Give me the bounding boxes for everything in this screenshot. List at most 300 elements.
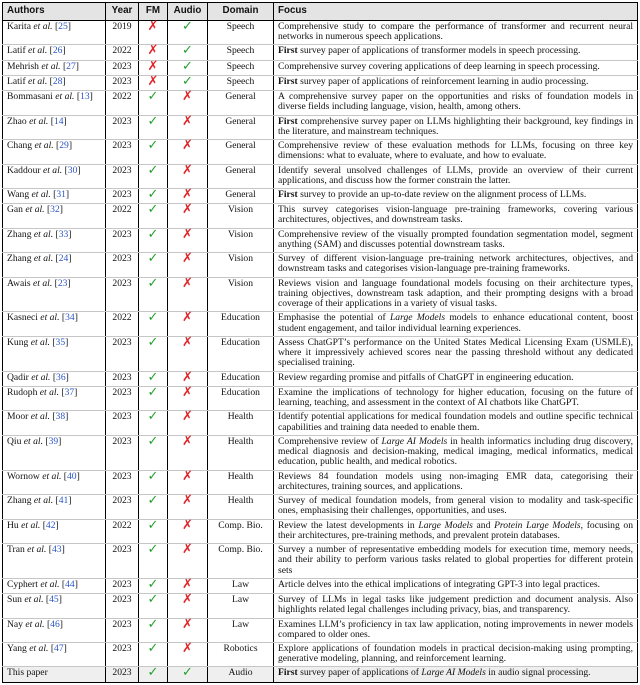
et-al: et al.	[37, 578, 60, 590]
domain-cell: Vision	[208, 253, 274, 277]
domain-cell: Robotics	[208, 643, 274, 667]
reference-link[interactable]: 25	[58, 21, 68, 32]
author-name: Tran	[7, 544, 25, 556]
table-row	[3, 578, 638, 593]
check-audio-icon: ✓	[182, 73, 193, 89]
check-fm-icon: ✓	[147, 251, 159, 267]
reference-link[interactable]: 27	[66, 60, 76, 72]
citation: [29]	[53, 140, 73, 152]
focus-text: comprehensive survey paper on LLMs highlighting their background, key findings in the literature, and mainstream techniques.	[278, 115, 633, 137]
table-row	[3, 164, 638, 188]
citation: [46]	[44, 618, 63, 630]
check-fm-icon: ✓	[147, 186, 159, 202]
et-al: et al.	[37, 312, 60, 324]
domain-cell: Law	[208, 578, 274, 593]
check-audio-icon: ✓	[182, 58, 193, 74]
domain-cell: Law	[208, 594, 274, 618]
authors-cell	[3, 140, 106, 164]
fm-cell	[139, 435, 168, 470]
author-name: Moor	[7, 411, 29, 423]
table-row	[3, 277, 638, 312]
authors-cell	[3, 411, 106, 435]
year-cell: 2023	[106, 253, 139, 277]
domain-cell: Education	[208, 336, 274, 371]
et-al: et al.	[31, 495, 54, 507]
audio-cell	[168, 277, 208, 312]
focus-text: survey paper of applications of transformer models in speech processing.	[297, 45, 581, 57]
year-cell: 2023	[106, 495, 139, 519]
et-al: et al.	[32, 140, 54, 152]
et-al: et al.	[30, 21, 53, 32]
author-name: Kung	[7, 336, 29, 348]
cross-audio-icon: ✗	[182, 433, 193, 449]
fm-cell	[139, 386, 168, 410]
citation: [35]	[49, 336, 69, 348]
citation: [24]	[53, 253, 72, 265]
reference-link[interactable]: 35	[55, 336, 66, 348]
reference-link[interactable]: 13	[80, 91, 90, 103]
focus-text: Comprehensive survey covering applications of deep learning in speech processing.	[278, 60, 600, 72]
year-cell: 2023	[106, 618, 139, 642]
table-row	[3, 544, 638, 579]
focus-emphasis: First	[278, 188, 298, 200]
focus-text: Comprehensive review of the visually prompted foundation segmentation model, segment anything (SAM) and discusses potential downstream tasks.	[278, 228, 633, 250]
citation: [34]	[59, 312, 78, 324]
focus-text: Comprehensive review of these evaluation methods for LLMs, focusing on three key dimensions: what to evaluate, where to evaluate, and how to evaluate.	[278, 140, 633, 162]
cross-audio-icon: ✗	[182, 369, 193, 385]
cross-audio-icon: ✗	[182, 186, 193, 202]
citation: [32]	[44, 204, 63, 216]
table-row	[3, 495, 638, 519]
year-cell: 2023	[106, 188, 139, 203]
reference-link[interactable]: 44	[65, 578, 75, 590]
focus-text: Survey a number of representative embedding models for execution time, memory needs, and their ability to perform various tasks related to global properties for different protein sets	[278, 544, 633, 576]
table-row	[3, 435, 638, 470]
fm-cell	[139, 312, 168, 336]
check-fm-icon: ✓	[147, 592, 159, 608]
reference-link[interactable]: 24	[58, 253, 69, 265]
reference-link[interactable]: 36	[56, 371, 66, 383]
audio-cell	[168, 386, 208, 410]
cross-audio-icon: ✗	[182, 384, 193, 400]
domain-cell: Vision	[208, 204, 274, 228]
check-audio-icon: ✓	[182, 43, 193, 59]
table-row	[3, 45, 638, 60]
focus-cell	[274, 667, 638, 682]
domain-cell: General	[208, 188, 274, 203]
reference-link[interactable]: 14	[53, 115, 64, 127]
domain-cell: Education	[208, 371, 274, 386]
focus-cell	[274, 544, 638, 579]
citation: [39]	[42, 435, 62, 447]
author-name: Zhang	[7, 253, 32, 265]
domain-cell: General	[208, 91, 274, 115]
citation: [33]	[53, 228, 72, 240]
focus-header: Focus	[274, 3, 638, 21]
et-al: et al.	[25, 75, 48, 87]
reference-link[interactable]: 34	[65, 312, 75, 324]
focus-cell	[274, 371, 638, 386]
authors-cell	[3, 519, 106, 543]
year-cell: 2023	[106, 60, 139, 75]
author-name: Awais	[7, 277, 31, 289]
author-name: Bommasani	[7, 91, 53, 103]
domain-cell: Law	[208, 618, 274, 642]
domain-cell: Health	[208, 470, 274, 494]
citation: [27]	[60, 60, 79, 72]
cross-audio-icon: ✗	[182, 251, 193, 267]
check-fm-icon: ✓	[147, 226, 159, 242]
authors-cell	[3, 188, 106, 203]
et-al: et al.	[40, 164, 63, 176]
check-fm-icon: ✓	[147, 517, 159, 533]
domain-cell: Speech	[208, 75, 274, 90]
cross-audio-icon: ✗	[182, 576, 193, 592]
cross-audio-icon: ✗	[182, 202, 193, 218]
table-row	[3, 91, 638, 115]
et-al: et al.	[52, 91, 75, 103]
check-fm-icon: ✓	[147, 433, 159, 449]
focus-cell	[274, 204, 638, 228]
check-fm-icon: ✓	[147, 310, 159, 326]
reference-link[interactable]: 40	[67, 470, 77, 482]
focus-cell	[274, 386, 638, 410]
audio-cell	[168, 91, 208, 115]
focus-cell	[274, 594, 638, 618]
domain-cell: Health	[208, 495, 274, 519]
year-cell: 2023	[106, 411, 139, 435]
fm-cell	[139, 411, 168, 435]
audio-cell	[168, 435, 208, 470]
author-name: Kaddour	[7, 164, 41, 176]
authors-cell	[3, 75, 106, 90]
focus-emphasis: First	[278, 75, 298, 87]
focus-italic: Large AI Models	[421, 667, 486, 679]
author-name: Chang	[7, 140, 33, 152]
year-header: Year	[106, 3, 139, 21]
domain-cell: General	[208, 164, 274, 188]
focus-cell	[274, 115, 638, 139]
author-name: Mehrish	[7, 60, 39, 72]
focus-text: Comprehensive review of	[278, 435, 382, 447]
cross-audio-icon: ✗	[182, 468, 193, 484]
fm-cell	[139, 228, 168, 252]
check-fm-icon: ✓	[147, 334, 159, 350]
citation: [40]	[61, 470, 80, 482]
year-cell: 2023	[106, 594, 139, 618]
domain-cell: Comp. Bio.	[208, 519, 274, 543]
table-row	[3, 411, 638, 435]
year-cell: 2023	[106, 667, 139, 682]
reference-link[interactable]: 37	[64, 386, 75, 398]
domain-cell: Vision	[208, 228, 274, 252]
author-name: Nay	[7, 618, 23, 630]
table-row	[3, 204, 638, 228]
focus-cell	[274, 618, 638, 642]
focus-text: Comprehensive study to compare the performance of transformer and recurrent neural networks in numerous speech applications.	[278, 21, 633, 43]
author-name: Yang	[7, 643, 27, 654]
focus-cell	[274, 312, 638, 336]
focus-italic: Large Models	[389, 312, 446, 324]
et-al: et al.	[21, 594, 44, 606]
audio-cell	[168, 253, 208, 277]
reference-link[interactable]: 47	[54, 643, 64, 654]
focus-cell	[274, 188, 638, 203]
year-cell: 2023	[106, 470, 139, 494]
authors-cell	[3, 371, 106, 386]
year-cell: 2023	[106, 336, 139, 371]
audio-cell	[168, 336, 208, 371]
domain-cell: Vision	[208, 277, 274, 312]
et-al: et al.	[25, 45, 48, 57]
et-al: et al.	[29, 188, 51, 200]
table-row	[3, 643, 638, 667]
domain-cell: Speech	[208, 21, 274, 45]
reference-link[interactable]: 33	[58, 228, 69, 240]
reference-link[interactable]: 31	[56, 188, 66, 200]
citation: [45]	[43, 594, 62, 606]
table-row	[3, 228, 638, 252]
author-name: Rudoph	[7, 386, 38, 398]
reference-link[interactable]: 41	[58, 495, 69, 507]
audio-cell	[168, 115, 208, 139]
fm-cell	[139, 519, 168, 543]
cross-fm-icon: ✗	[147, 58, 159, 74]
audio-cell	[168, 618, 208, 642]
citation: [28]	[47, 75, 66, 87]
check-audio-icon: ✓	[182, 19, 193, 34]
focus-cell	[274, 60, 638, 75]
authors-cell	[3, 544, 106, 579]
author-name: Cyphert	[7, 578, 38, 590]
table-row	[3, 60, 638, 75]
cross-audio-icon: ✗	[182, 592, 193, 608]
reference-link[interactable]: 23	[57, 277, 68, 289]
authors-cell	[3, 312, 106, 336]
citation: [23]	[52, 277, 71, 289]
reference-link[interactable]: 46	[50, 618, 60, 630]
check-fm-icon: ✓	[147, 542, 159, 558]
et-al: et al.	[30, 277, 53, 289]
year-cell: 2023	[106, 115, 139, 139]
reference-link[interactable]: 38	[55, 411, 66, 423]
fm-header: FM	[139, 3, 168, 21]
focus-text: This survey categorises vision-language pre-training frameworks, covering various architectures, objectives, and downstream tasks.	[278, 204, 633, 226]
cross-audio-icon: ✗	[182, 542, 193, 558]
focus-cell	[274, 470, 638, 494]
cross-fm-icon: ✗	[147, 73, 159, 89]
focus-text: survey to provide an up-to-date review on the alignment process of LLMs.	[297, 188, 587, 200]
domain-cell: Comp. Bio.	[208, 544, 274, 579]
focus-cell	[274, 91, 638, 115]
domain-cell: Education	[208, 386, 274, 410]
author-name: Zhang	[7, 228, 32, 240]
audio-cell	[168, 140, 208, 164]
year-cell: 2022	[106, 204, 139, 228]
domain-cell: General	[208, 115, 274, 139]
reference-link[interactable]: 28	[52, 75, 63, 87]
et-al: et al.	[26, 643, 49, 654]
cross-fm-icon: ✗	[147, 19, 159, 34]
fm-cell	[139, 470, 168, 494]
reference-link[interactable]: 45	[49, 594, 59, 606]
audio-cell	[168, 470, 208, 494]
focus-cell	[274, 45, 638, 60]
table-row	[3, 188, 638, 203]
authors-cell	[3, 594, 106, 618]
audio-cell	[168, 594, 208, 618]
authors-header: Authors	[3, 3, 106, 21]
focus-text: Reviews vision and language foundational models focusing on their architecture types, training objectives, downstream task adaption, and their prompting designs with a broad coverage of their applications in a variety of visual tasks.	[278, 277, 633, 310]
et-al: et al.	[38, 60, 61, 72]
domain-cell: Health	[208, 435, 274, 470]
reference-link[interactable]: 30	[67, 164, 78, 176]
audio-cell	[168, 204, 208, 228]
focus-text: Identify several unsolved challenges of LLMs, provide an overview of their current applications, and discuss how the former constrain the latter.	[278, 164, 633, 186]
et-al: et al.	[18, 519, 41, 531]
year-cell: 2023	[106, 228, 139, 252]
check-audio-icon: ✓	[182, 665, 193, 681]
focus-text: in audio signal processing.	[485, 667, 591, 679]
focus-text: Survey of medical foundation models, from general vision to modality and task-specific ones, emphasising their challenges, opportunities, and uses.	[278, 495, 633, 517]
check-fm-icon: ✓	[147, 493, 159, 509]
reference-link[interactable]: 39	[48, 435, 59, 447]
citation: [42]	[40, 519, 59, 531]
survey-comparison-table	[2, 2, 638, 683]
author-name: Zhang	[7, 495, 32, 507]
cross-audio-icon: ✗	[182, 138, 193, 154]
et-al: et al.	[39, 470, 62, 482]
table-row	[3, 618, 638, 642]
fm-cell	[139, 336, 168, 371]
check-fm-icon: ✓	[147, 113, 159, 129]
focus-emphasis: First	[278, 45, 298, 57]
reference-link[interactable]: 26	[52, 45, 63, 57]
authors-cell	[3, 336, 106, 371]
check-fm-icon: ✓	[147, 409, 159, 425]
citation: [25]	[52, 21, 71, 32]
fm-cell	[139, 164, 168, 188]
audio-cell	[168, 164, 208, 188]
audio-cell	[168, 544, 208, 579]
audio-cell	[168, 495, 208, 519]
fm-cell	[139, 667, 168, 682]
focus-text: Assess ChatGPT’s performance on the United States Medical Licensing Exam (USMLE), where it impressively achieved scores near the passing threshold without any dedicated specialised training.	[278, 336, 633, 369]
fm-cell	[139, 204, 168, 228]
authors-cell	[3, 435, 106, 470]
reference-link[interactable]: 32	[50, 204, 60, 216]
table-row	[3, 75, 638, 90]
cross-audio-icon: ✗	[182, 409, 193, 425]
focus-text: Examine the implications of technology for higher education, focusing on the future of learning, teaching, and assessment in the context of AI chatbots like ChatGPT.	[278, 386, 633, 409]
audio-cell	[168, 519, 208, 543]
et-al: et al.	[28, 371, 51, 383]
year-cell: 2023	[106, 277, 139, 312]
focus-text: Review the latest developments in	[278, 519, 419, 531]
focus-text: A comprehensive survey paper on the opportunities and risks of foundation models in diverse fields including language, vision, health, among others.	[278, 91, 633, 113]
year-cell: 2023	[106, 643, 139, 667]
domain-cell: Speech	[208, 60, 274, 75]
table-body	[3, 21, 638, 683]
focus-text: survey paper of applications of	[297, 667, 422, 679]
focus-emphasis: First	[278, 667, 298, 679]
cross-audio-icon: ✗	[182, 616, 193, 632]
authors-cell	[3, 45, 106, 60]
focus-cell	[274, 495, 638, 519]
author-name: Latif	[7, 45, 26, 57]
authors-cell	[3, 578, 106, 593]
authors-cell	[3, 470, 106, 494]
et-al: et al.	[24, 544, 47, 556]
cross-audio-icon: ✗	[182, 226, 193, 242]
domain-cell: Education	[208, 312, 274, 336]
domain-cell: General	[208, 140, 274, 164]
focus-text: and	[472, 519, 495, 531]
authors-cell	[3, 277, 106, 312]
focus-cell	[274, 164, 638, 188]
authors-cell	[3, 386, 106, 410]
fm-cell	[139, 495, 168, 519]
check-fm-icon: ✓	[147, 275, 159, 291]
fm-cell	[139, 643, 168, 667]
author-name: Gan	[7, 204, 23, 216]
et-al: et al.	[31, 228, 54, 240]
focus-italic: Protein Large Models	[494, 519, 581, 531]
fm-cell	[139, 91, 168, 115]
fm-cell	[139, 115, 168, 139]
author-name: Latif	[7, 75, 26, 87]
focus-cell	[274, 411, 638, 435]
et-al: et al.	[26, 115, 49, 127]
et-al: et al.	[31, 253, 54, 265]
citation: [37]	[58, 386, 78, 398]
audio-header: Audio	[168, 3, 208, 21]
et-al: et al.	[22, 618, 45, 630]
table-row	[3, 140, 638, 164]
focus-text: Explore applications of foundation models in practical decision-making using prompting, generative modeling, planning, and reinforcement learning.	[278, 643, 633, 665]
focus-cell	[274, 519, 638, 543]
focus-cell	[274, 578, 638, 593]
table-row	[3, 21, 638, 45]
cross-audio-icon: ✗	[182, 334, 193, 350]
reference-link[interactable]: 29	[59, 140, 69, 152]
citation: [14]	[48, 115, 67, 127]
focus-cell	[274, 277, 638, 312]
table-row	[3, 115, 638, 139]
citation: [38]	[49, 411, 69, 423]
table-row	[3, 336, 638, 371]
year-cell: 2019	[106, 21, 139, 45]
author-name: Wang	[7, 188, 30, 200]
focus-text: Emphasise the potential of	[278, 312, 390, 324]
focus-text: Survey of LLMs in legal tasks like judgement prediction and document analysis. Also highlights related legal challenges including privacy, bias, and transparency.	[278, 594, 633, 616]
reference-link[interactable]: 42	[45, 519, 56, 531]
fm-cell	[139, 544, 168, 579]
table-row	[3, 371, 638, 386]
fm-cell	[139, 140, 168, 164]
reference-link[interactable]: 43	[51, 544, 62, 556]
audio-cell	[168, 228, 208, 252]
domain-cell: Audio	[208, 667, 274, 682]
authors-cell	[3, 164, 106, 188]
header-row	[3, 3, 638, 21]
authors-cell	[3, 253, 106, 277]
check-fm-icon: ✓	[147, 138, 159, 154]
focus-text: Survey of different vision-language pre-training network architectures, objectives, and downstream tasks and categorises vision-language pre-training frameworks.	[278, 253, 633, 275]
year-cell: 2022	[106, 519, 139, 543]
focus-cell	[274, 336, 638, 371]
cross-audio-icon: ✗	[182, 641, 193, 656]
